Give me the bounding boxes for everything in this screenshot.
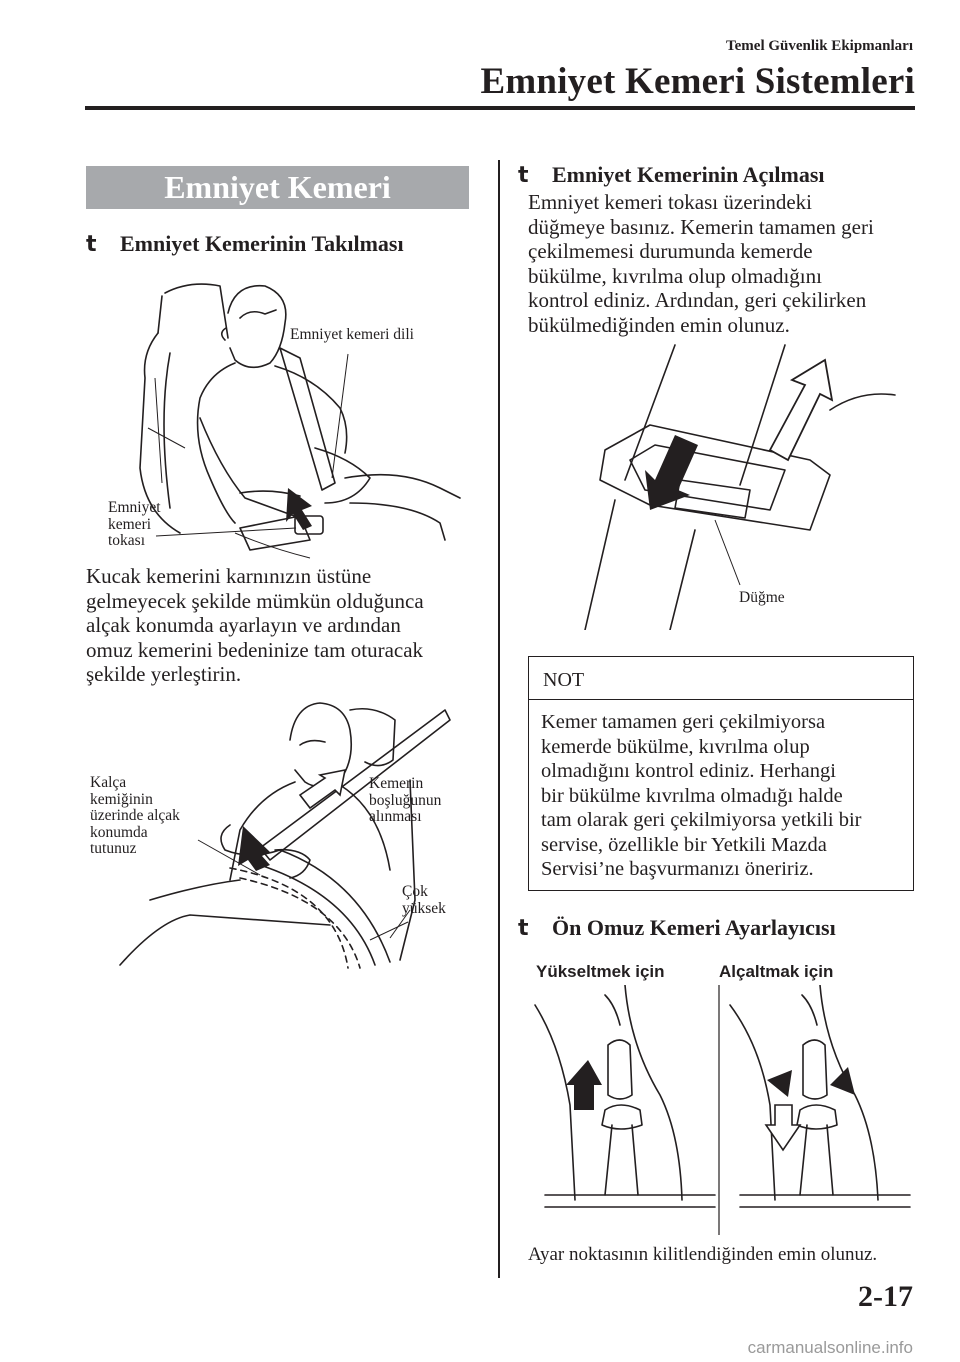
label-release-button: Düğme: [739, 589, 785, 606]
section-banner: Emniyet Kemeri: [86, 166, 469, 209]
heading-unfastening-text: Emniyet Kemerinin Açılması: [552, 162, 825, 187]
heading-bullet-icon: t: [86, 232, 97, 257]
page-number: 2-17: [858, 1280, 913, 1313]
note-text: Kemer tamamen geri çekilmiyorsa kemerde bükülme, kıvrılma olup olmadığını kontrol ediniz. Herhangi bir bükülme kıvrılma olmadığı halde tam olarak geri çekilmiyorsa yetkili bir servise, özellikle bir Yetkili Mazda Servisi’ne başvurmanızı öneririz.: [541, 711, 862, 880]
watermark: carmanualsonline.info: [747, 1338, 913, 1357]
heading-bullet-icon: t: [518, 916, 529, 941]
running-header-section: Temel Güvenlik Ekipmanları: [726, 38, 913, 54]
heading-fastening-text: Emniyet Kemerinin Takılması: [120, 231, 404, 256]
heading-adjuster-text: Ön Omuz Kemeri Ayarlayıcısı: [552, 915, 836, 940]
label-hip: Kalça kemiğinin üzerinde alçak konumda tutunuz: [90, 774, 180, 857]
paragraph-unfastening: Emniyet kemeri tokası üzerindeki düğmeye basınız. Kemerin tamamen geri çekilmemesi durumunda kemerde bükülme, kıvrılma olup olmadığını kontrol ediniz. Ardından, geri çekilirken bükülmediğinden emin olunuz.: [528, 190, 874, 337]
header-rule: [85, 106, 915, 110]
caption-adjuster: Ayar noktasının kilitlendiğinden emin olunuz.: [528, 1244, 878, 1265]
note-box: [528, 656, 914, 891]
label-buckle: Emniyet kemeri tokası: [108, 499, 161, 549]
label-belt-tongue: Emniyet kemeri dili: [290, 326, 414, 343]
figure-shoulder-adjuster: [530, 985, 915, 1235]
label-too-high: Çok yüksek: [402, 883, 446, 917]
heading-adjuster: [518, 915, 836, 941]
label-raise: Yükseltmek için: [536, 962, 665, 981]
note-title: NOT: [529, 657, 913, 700]
heading-fastening: [86, 231, 404, 257]
heading-unfastening: [518, 162, 825, 188]
running-header-title: Emniyet Kemeri Sistemleri: [480, 61, 915, 102]
heading-bullet-icon: t: [518, 163, 529, 188]
column-divider: [498, 160, 500, 1278]
label-slack: Kemerin boşluğunun alınması: [369, 775, 442, 825]
paragraph-fastening: Kucak kemerini karnınızın üstüne gelmeyecek şekilde mümkün olduğunca alçak konumda ayarlayın ve ardından omuz kemerini bedeninize tam oturacak şekilde yerleştirin.: [86, 564, 424, 686]
label-lower: Alçaltmak için: [719, 962, 834, 981]
figure-buckle-release: [560, 340, 900, 630]
